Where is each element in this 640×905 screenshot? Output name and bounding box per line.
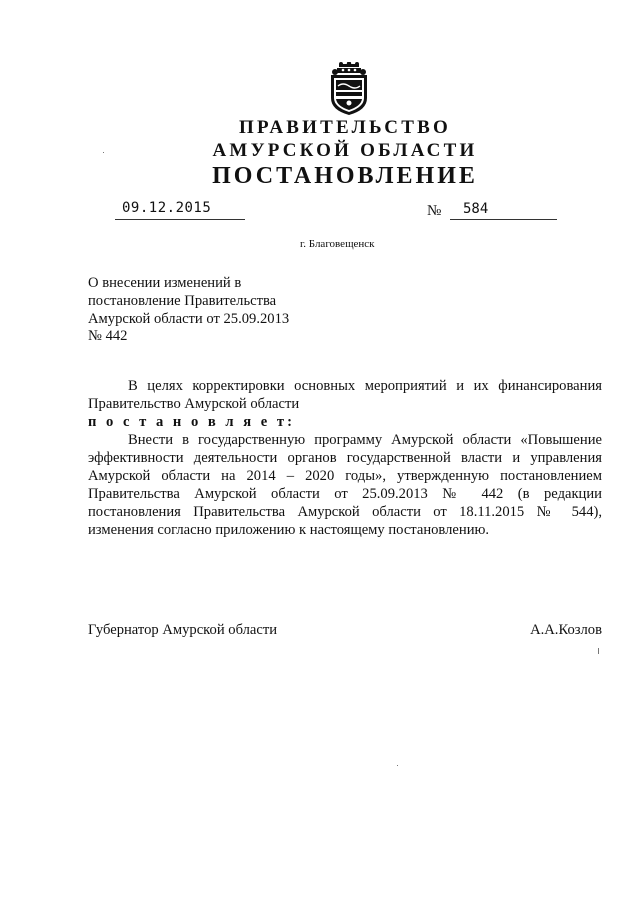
number-underline [450,219,557,220]
document-number: 584 [463,201,489,217]
paragraph-line: Внести в государственную программу Амурской области «Повышение [128,432,602,448]
document-subject [88,275,368,346]
subject-line: постановление Правительства [88,292,277,309]
paragraph-line: Амурской области на 2014 – 2020 годы», утвержденную постановлением [88,468,602,484]
document-date: 09.12.2015 [122,200,212,216]
decree-word: п о с т а н о в л я е т: [88,414,295,430]
document-body [88,377,602,539]
paragraph-line: Правительства Амурской области от 25.09.2013 № 442 (в редакции [88,486,602,502]
preamble-line: В целях корректировки основных мероприятий и их финансирования [128,378,602,394]
scan-speck [598,648,599,654]
paragraph-line: эффективности деятельности органов государственной власти и управления [88,450,602,466]
signatory-name: А.А.Козлов [530,622,602,638]
signatory-title: Губернатор Амурской области [88,622,278,638]
government-name-line2: АМУРСКОЙ ОБЛАСТИ [212,140,478,161]
date-underline [115,219,245,220]
subject-line: № 442 [88,328,128,345]
subject-line: О внесении изменений в [88,275,242,291]
government-name-line1: ПРАВИТЕЛЬСТВО [239,117,451,138]
preamble-line: Правительство Амурской области [88,396,300,412]
scan-speck [103,152,104,153]
number-sign: № [427,203,442,219]
subject-line: Амурской области от 25.09.2013 [88,310,290,327]
city-label: г. Благовещенск [300,238,375,250]
amur-region-coat-of-arms-icon [327,62,371,116]
paragraph-line: изменения согласно приложению к настоящему постановлению. [88,522,490,538]
document-type-title: ПОСТАНОВЛЕНИЕ [212,163,478,189]
scan-speck [397,765,398,766]
paragraph-line: постановления Правительства Амурской области от 18.11.2015 № 544), [88,504,602,520]
